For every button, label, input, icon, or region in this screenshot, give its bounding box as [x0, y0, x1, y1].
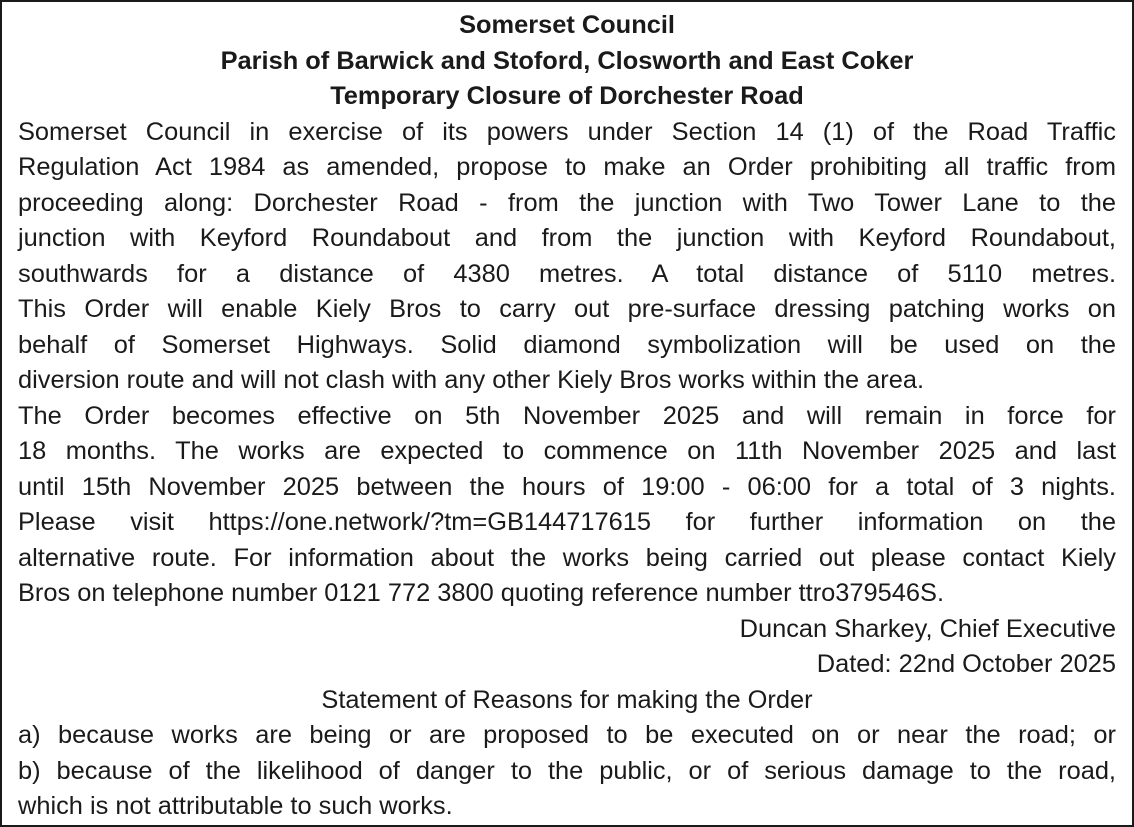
paragraph-line: until 15th November 2025 between the hours of 19:00 - 06:00 for a total of 3 nights. — [18, 472, 1116, 501]
paragraph-line: alternative route. For information about the works being carried out please contact Kiely — [18, 543, 1116, 572]
paragraph-line: southwards for a distance of 4380 metres. A total distance of 5110 metres. — [18, 259, 1116, 288]
reason-line: which is not attributable to such works. — [18, 792, 453, 820]
paragraph-line: Please visit https://one.network/?tm=GB144717615 for further information on the — [18, 508, 1116, 536]
paragraph-line: junction with Keyford Roundabout and from the junction with Keyford Roundabout, — [18, 224, 1116, 252]
paragraph-line: The Order becomes effective on 5th November 2025 and will remain in force for — [18, 401, 1116, 430]
paragraph-line: Regulation Act 1984 as amended, propose to make an Order prohibiting all traffic from — [18, 153, 1116, 181]
paragraph-line: 18 months. The works are expected to commence on 11th November 2025 and last — [18, 437, 1116, 465]
reasons-list — [18, 718, 1116, 825]
reasons-title: Statement of Reasons for making the Order — [321, 685, 813, 714]
order-schedule-paragraph — [18, 399, 1116, 612]
closure-title-heading: Temporary Closure of Dorchester Road — [330, 82, 804, 110]
paragraph-line: Somerset Council in exercise of its powers under Section 14 (1) of the Road Traffic — [18, 117, 1116, 146]
paragraph-line: This Order will enable Kiely Bros to carry out pre-surface dressing patching works on — [18, 295, 1116, 323]
signatory: Duncan Sharkey, Chief Executive — [739, 614, 1116, 643]
paragraph-line: Bros on telephone number 0121 772 3800 quoting reference number ttro379546S. — [18, 579, 945, 607]
parish-heading: Parish of Barwick and Stoford, Closworth and East Coker — [220, 46, 914, 75]
order-proposal-paragraph — [18, 115, 1116, 399]
reason-line: b) because of the likelihood of danger to the public, or of serious damage to the road, — [18, 756, 1116, 785]
reason-line: a) because works are being or are proposed to be executed on or near the road; or — [18, 721, 1116, 749]
council-name-heading: Somerset Council — [459, 11, 675, 39]
dated-line: Dated: 22nd October 2025 — [816, 650, 1116, 678]
paragraph-line: behalf of Somerset Highways. Solid diamond symbolization will be used on the — [18, 330, 1116, 359]
paragraph-line: diversion route and will not clash with any other Kiely Bros works within the area. — [18, 366, 925, 394]
paragraph-line: proceeding along: Dorchester Road - from the junction with Two Tower Lane to the — [18, 188, 1116, 217]
